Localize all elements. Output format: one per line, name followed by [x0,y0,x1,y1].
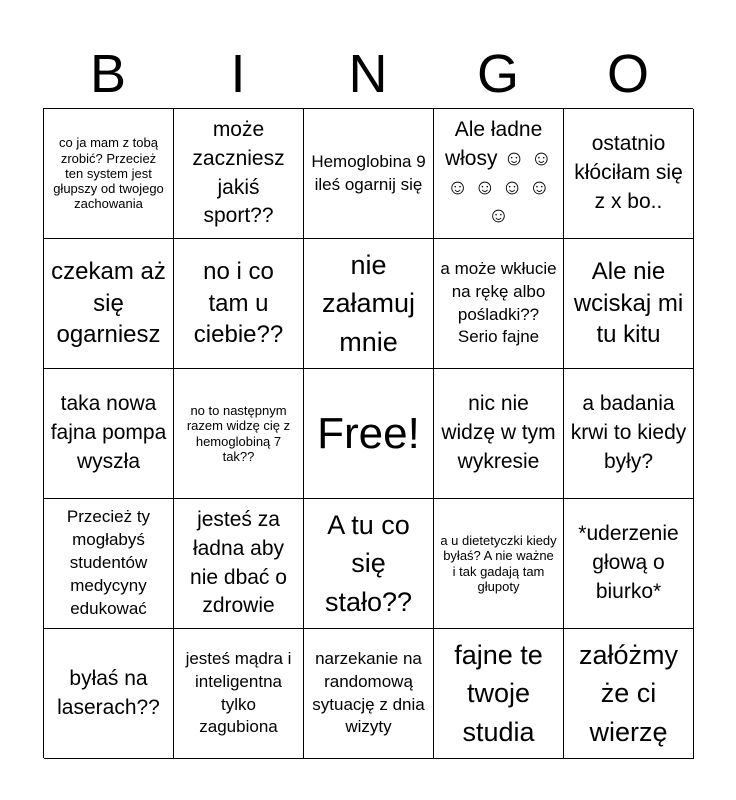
header-letter-i: I [230,44,246,104]
bingo-cell[interactable]: fajne te twoje studia [434,629,564,759]
bingo-cell[interactable]: a u dietetyczki kiedy byłaś? A nie ważne i tak gadają tam głupoty [434,499,564,629]
bingo-cell[interactable]: A tu co się stało?? [304,499,434,629]
bingo-cell[interactable]: a badania krwi to kiedy były? [564,369,694,499]
bingo-cell[interactable]: ostatnio kłóciłam się z x bo.. [564,109,694,239]
header-letter-o: O [606,44,649,104]
bingo-cell[interactable]: załóżmy że ci wierzę [564,629,694,759]
bingo-grid [43,108,693,758]
bingo-cell[interactable]: a może wkłucie na rękę albo pośladki?? Serio fajne [434,239,564,369]
bingo-header [43,40,693,108]
bingo-cell[interactable]: czekam aż się ogarniesz [44,239,174,369]
header-letter-n: N [348,44,388,104]
bingo-cell[interactable]: no to następnym razem widzę cię z hemoglobiną 7 tak?? [174,369,304,499]
bingo-cell[interactable]: narzekanie na randomową sytuację z dnia wizyty [304,629,434,759]
header-letter-b: B [89,44,127,104]
bingo-cell[interactable]: byłaś na laserach?? [44,629,174,759]
bingo-cell[interactable]: Ale nie wciskaj mi tu kitu [564,239,694,369]
bingo-cell[interactable]: Hemoglobina 9 ileś ogarnij się [304,109,434,239]
bingo-cell[interactable]: taka nowa fajna pompa wyszła [44,369,174,499]
bingo-cell[interactable]: nie załamuj mnie [304,239,434,369]
bingo-cell[interactable]: Przecież ty mogłabyś studentów medycyny edukować [44,499,174,629]
header-letter-g: G [476,44,519,104]
bingo-cell[interactable]: może zaczniesz jakiś sport?? [174,109,304,239]
bingo-cell[interactable]: jesteś mądra i inteligentna tylko zagubiona [174,629,304,759]
free-cell[interactable]: Free! [304,369,434,499]
bingo-cell[interactable]: nic nie widzę w tym wykresie [434,369,564,499]
bingo-cell[interactable]: no i co tam u ciebie?? [174,239,304,369]
bingo-cell[interactable]: co ja mam z tobą zrobić? Przecież ten system jest głupszy od twojego zachowania [44,109,174,239]
bingo-cell[interactable]: *uderzenie głową o biurko* [564,499,694,629]
bingo-cell[interactable]: Ale ładne włosy ☺ ☺ ☺ ☺ ☺ ☺ ☺ [434,109,564,239]
bingo-cell[interactable]: jesteś za ładna aby nie dbać o zdrowie [174,499,304,629]
